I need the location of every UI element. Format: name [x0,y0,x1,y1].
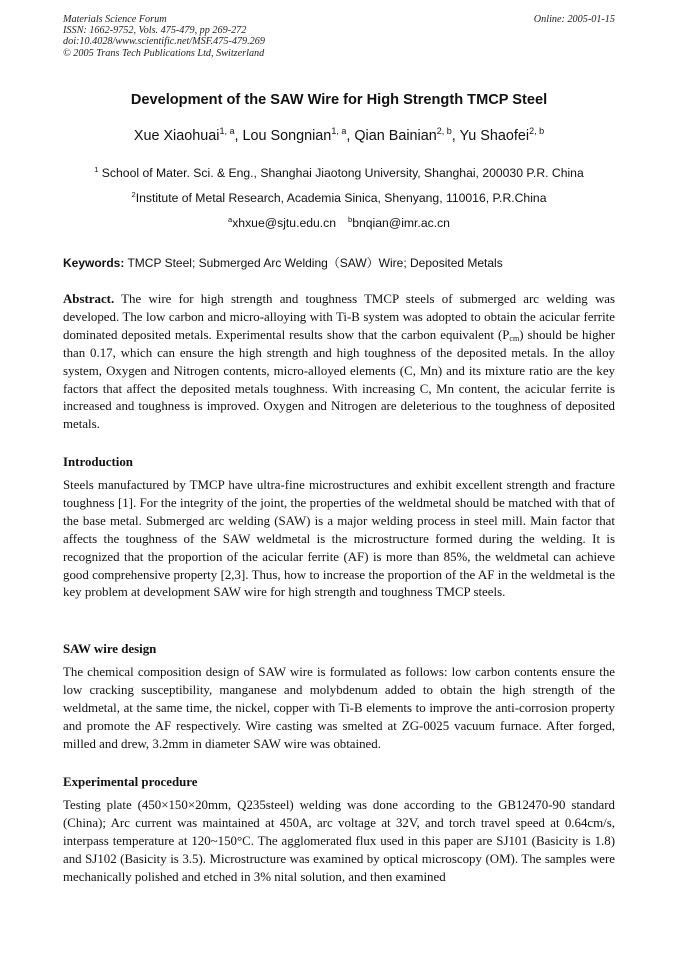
author-list [0,128,678,144]
email-line [0,216,678,230]
copyright-line: © 2005 Trans Tech Publications Ltd, Switzerland [63,47,265,59]
section-heading-saw-wire-design: SAW wire design [63,642,157,656]
abstract-paragraph [63,291,615,434]
affiliation-mark: 1 [94,165,99,174]
keywords-line [63,254,615,271]
author-separator: , [234,128,243,144]
author-name: Xue Xiaohuai [133,128,220,144]
author-affiliation-mark: 2, b [529,126,545,136]
affiliation-mark: 2 [131,190,136,199]
online-date: Online: 2005-01-15 [533,14,615,25]
email-address[interactable]: xhxue@sjtu.edu.cn [232,216,337,230]
affiliation-text: School of Mater. Sci. & Eng., Shanghai Jiaotong University, Shanghai, 200030 P.R. China [98,166,584,180]
saw-wire-design-paragraph: The chemical composition design of SAW wire is formulated as follows: low carbon contents ensure the low cracking susceptibility, manganese and molybdenum added to obtain the high strength of the weldmetal, at the same time, the nickel, copper with Ti-B elements to improve the anti-corrosion property and promote the AF respectively. Wire casting was smelted at ZG-0025 vacuum furnace. After forged, milled and drew, 3.2mm in diameter SAW wire was obtained. [63,665,615,751]
doi-line: doi:10.4028/www.scientific.net/MSF.475-479.269 [63,36,265,48]
author-separator: , [346,128,355,144]
author-name: Qian Bainian [354,128,437,144]
issn-line: ISSN: 1662-9752, Vols. 475-479, pp 269-272 [63,25,247,37]
email-address[interactable]: bnqian@imr.ac.cn [352,216,450,230]
abstract-text-1: The wire for high strength and toughness TMCP steels of submerged arc welding was developed. The low carbon and micro-alloying with Ti-B system was adopted to obtain the acicular ferrite dominated deposited metals. Experimental results show that the carbon equivalent (P [63,292,615,342]
keywords-label: Keywords: [63,256,125,270]
paper-title: Development of the SAW Wire for High Strength TMCP Steel [130,92,548,108]
affiliation-text: Institute of Metal Research, Academia Sinica, Shenyang, 110016, P.R.China [135,191,547,205]
author-separator: , [451,128,460,144]
introduction-paragraph: Steels manufactured by TMCP have ultra-fine microstructures and exhibit excellent strength and fracture toughness [1]. For the integrity of the joint, the properties of the weldmetal should be matched with that of the base metal. Submerged arc welding (SAW) is a major welding process in steel mill. Main factor that affects the toughness of the SAW weldmetal is the microstructure formed during the welding. It is recognized that the proportion of the acicular ferrite (AF) is more than 85%, the weldmetal can achieve good comprehensive property [2,3]. Thus, how to increase the proportion of the AF in the weldmetal is the key problem at development SAW wire for high strength and toughness TMCP steels. [63,478,615,600]
journal-name: Materials Science Forum [63,14,167,25]
author-affiliation-mark: 1, a [219,126,235,136]
abstract-subscript: cm [509,333,520,343]
affiliation-1 [0,166,678,180]
author-affiliation-mark: 1, a [331,126,347,136]
keywords-text: TMCP Steel; Submerged Arc Welding（SAW）Wire; Deposited Metals [124,256,503,270]
abstract-label: Abstract. [63,292,115,306]
author-name: Lou Songnian [242,128,332,144]
abstract-text-2: ) should be higher than 0.17, which can ensure the high strength and high toughness of the deposited metals. In the alloy system, Oxygen and Nitrogen contents, micro-alloyed elements (C, Mn) and its mixture ratio are the key factors that affect the deposited metals toughness. With increasing C, Mn content, the acicular ferrite is increased and toughness is improved. Oxygen and Nitrogen are deleterious to the toughness of deposited metals. [63,327,615,432]
affiliation-2 [0,191,678,205]
author-name: Yu Shaofei [459,128,530,144]
experimental-procedure-paragraph: Testing plate (450×150×20mm, Q235steel) welding was done according to the GB12470-90 standard (China); Arc current was maintained at 450A, arc voltage at 32V, and torch travel speed at 0.64cm/s, interpass temperature at 120~150°C. The agglomerated flux used in this paper are SJ101 (Basicity is 1.8) and SJ102 (Basicity is 3.5). Microstructure was examined by optical microscopy (OM). The samples were mechanically polished and etched in 3% nital solution, and then examined [63,798,615,884]
section-heading-experimental-procedure: Experimental procedure [63,775,198,789]
email-mark: b [348,215,353,224]
author-affiliation-mark: 2, b [436,126,452,136]
section-heading-introduction: Introduction [63,455,133,469]
journal-header [63,14,265,59]
email-mark: a [228,215,233,224]
